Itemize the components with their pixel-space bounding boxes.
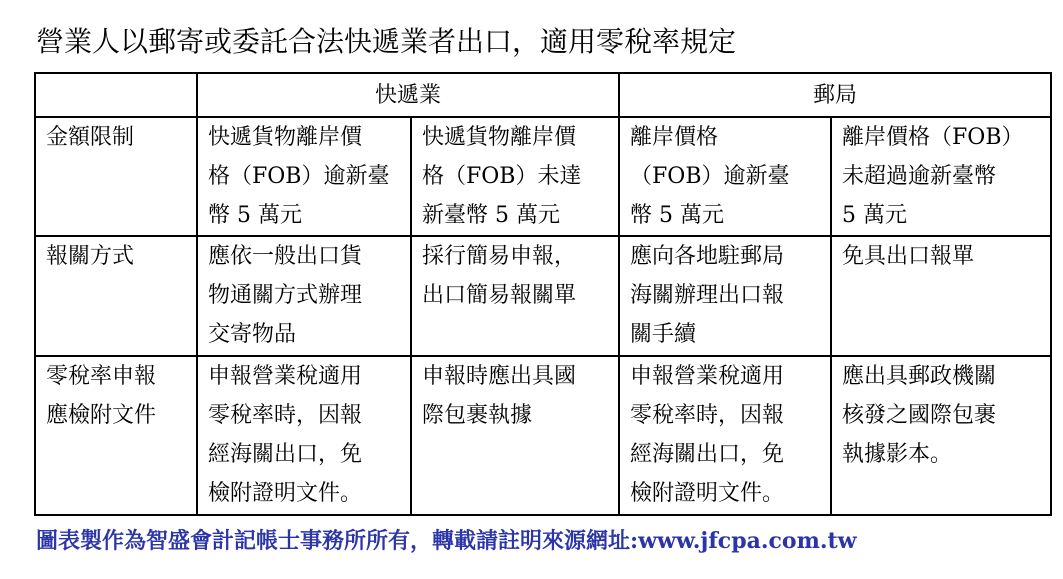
table-header-row [35, 73, 1051, 117]
cell-text: 申報時應出具國 際包裹執據 [422, 364, 577, 428]
table-cell [619, 236, 831, 356]
row-label [35, 117, 197, 236]
table-cell [619, 117, 831, 236]
table-cell [831, 117, 1051, 236]
cell-text: 應出具郵政機關 核發之國際包裹 執據影本。 [842, 364, 997, 467]
cell-text: 採行簡易申報， 出口簡易報關單 [422, 244, 577, 308]
cell-text: 離岸價格 （FOB）逾新臺 幣 5 萬元 [630, 125, 790, 228]
header-express: 快遞業 [197, 73, 619, 117]
cell-text: 申報營業稅適用 零稅率時，因報 經海關出口，免 檢附證明文件。 [208, 364, 363, 506]
row-label-text: 金額限制 [46, 125, 135, 150]
cell-text: 應依一般出口貨 物通關方式辦理 交寄物品 [208, 244, 363, 347]
header-blank-cell [35, 73, 197, 117]
table-row [35, 117, 1051, 236]
table-cell [411, 236, 619, 356]
table-cell [197, 356, 411, 515]
cell-text: 申報營業稅適用 零稅率時，因報 經海關出口，免 檢附證明文件。 [630, 364, 785, 506]
row-label-text: 報關方式 [46, 244, 135, 269]
table-cell [831, 356, 1051, 515]
zero-tax-rate-table [34, 72, 1052, 516]
row-label [35, 236, 197, 356]
table-cell [831, 236, 1051, 356]
header-post: 郵局 [619, 73, 1051, 117]
page-title: 營業人以郵寄或委託合法快遞業者出口，適用零稅率規定 [36, 25, 737, 58]
cell-text: 快遞貨物離岸價 格（FOB）逾新臺 幣 5 萬元 [208, 125, 390, 228]
table-cell [197, 117, 411, 236]
table-cell [411, 117, 619, 236]
table-cell [411, 356, 619, 515]
table-row [35, 236, 1051, 356]
cell-text: 應向各地駐郵局 海關辦理出口報 關手續 [630, 244, 785, 347]
row-label [35, 356, 197, 515]
copyright-footer: 圖表製作為智盛會計記帳士事務所所有，轉載請註明來源網址:www.jfcpa.com.tw [36, 528, 857, 554]
table-row [35, 356, 1051, 515]
cell-text: 快遞貨物離岸價 格（FOB）未達 新臺幣 5 萬元 [422, 125, 582, 228]
cell-text: 離岸價格（FOB） 未超過逾新臺幣 5 萬元 [842, 125, 1024, 228]
table-cell [197, 236, 411, 356]
row-label-text: 零稅率申報 應檢附文件 [46, 364, 157, 428]
table-cell [619, 356, 831, 515]
cell-text: 免具出口報單 [842, 244, 975, 269]
